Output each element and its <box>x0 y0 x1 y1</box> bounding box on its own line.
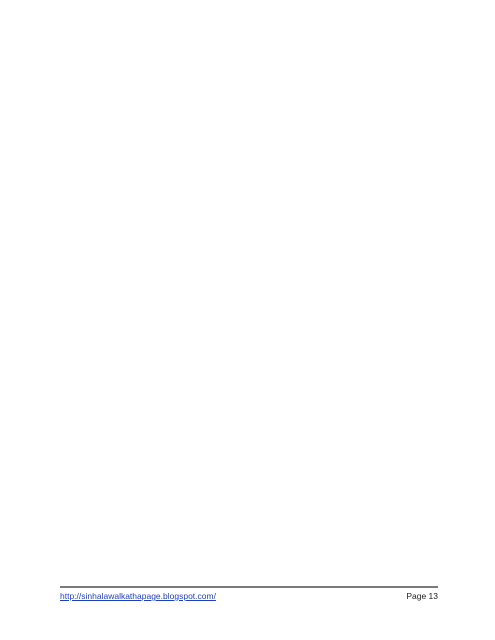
blog-link[interactable]: http://sinhalawalkathapage.blogspot.com/ <box>60 591 216 601</box>
document-body <box>60 40 438 572</box>
page-footer <box>60 586 438 602</box>
page-number: Page 13 <box>406 591 438 601</box>
